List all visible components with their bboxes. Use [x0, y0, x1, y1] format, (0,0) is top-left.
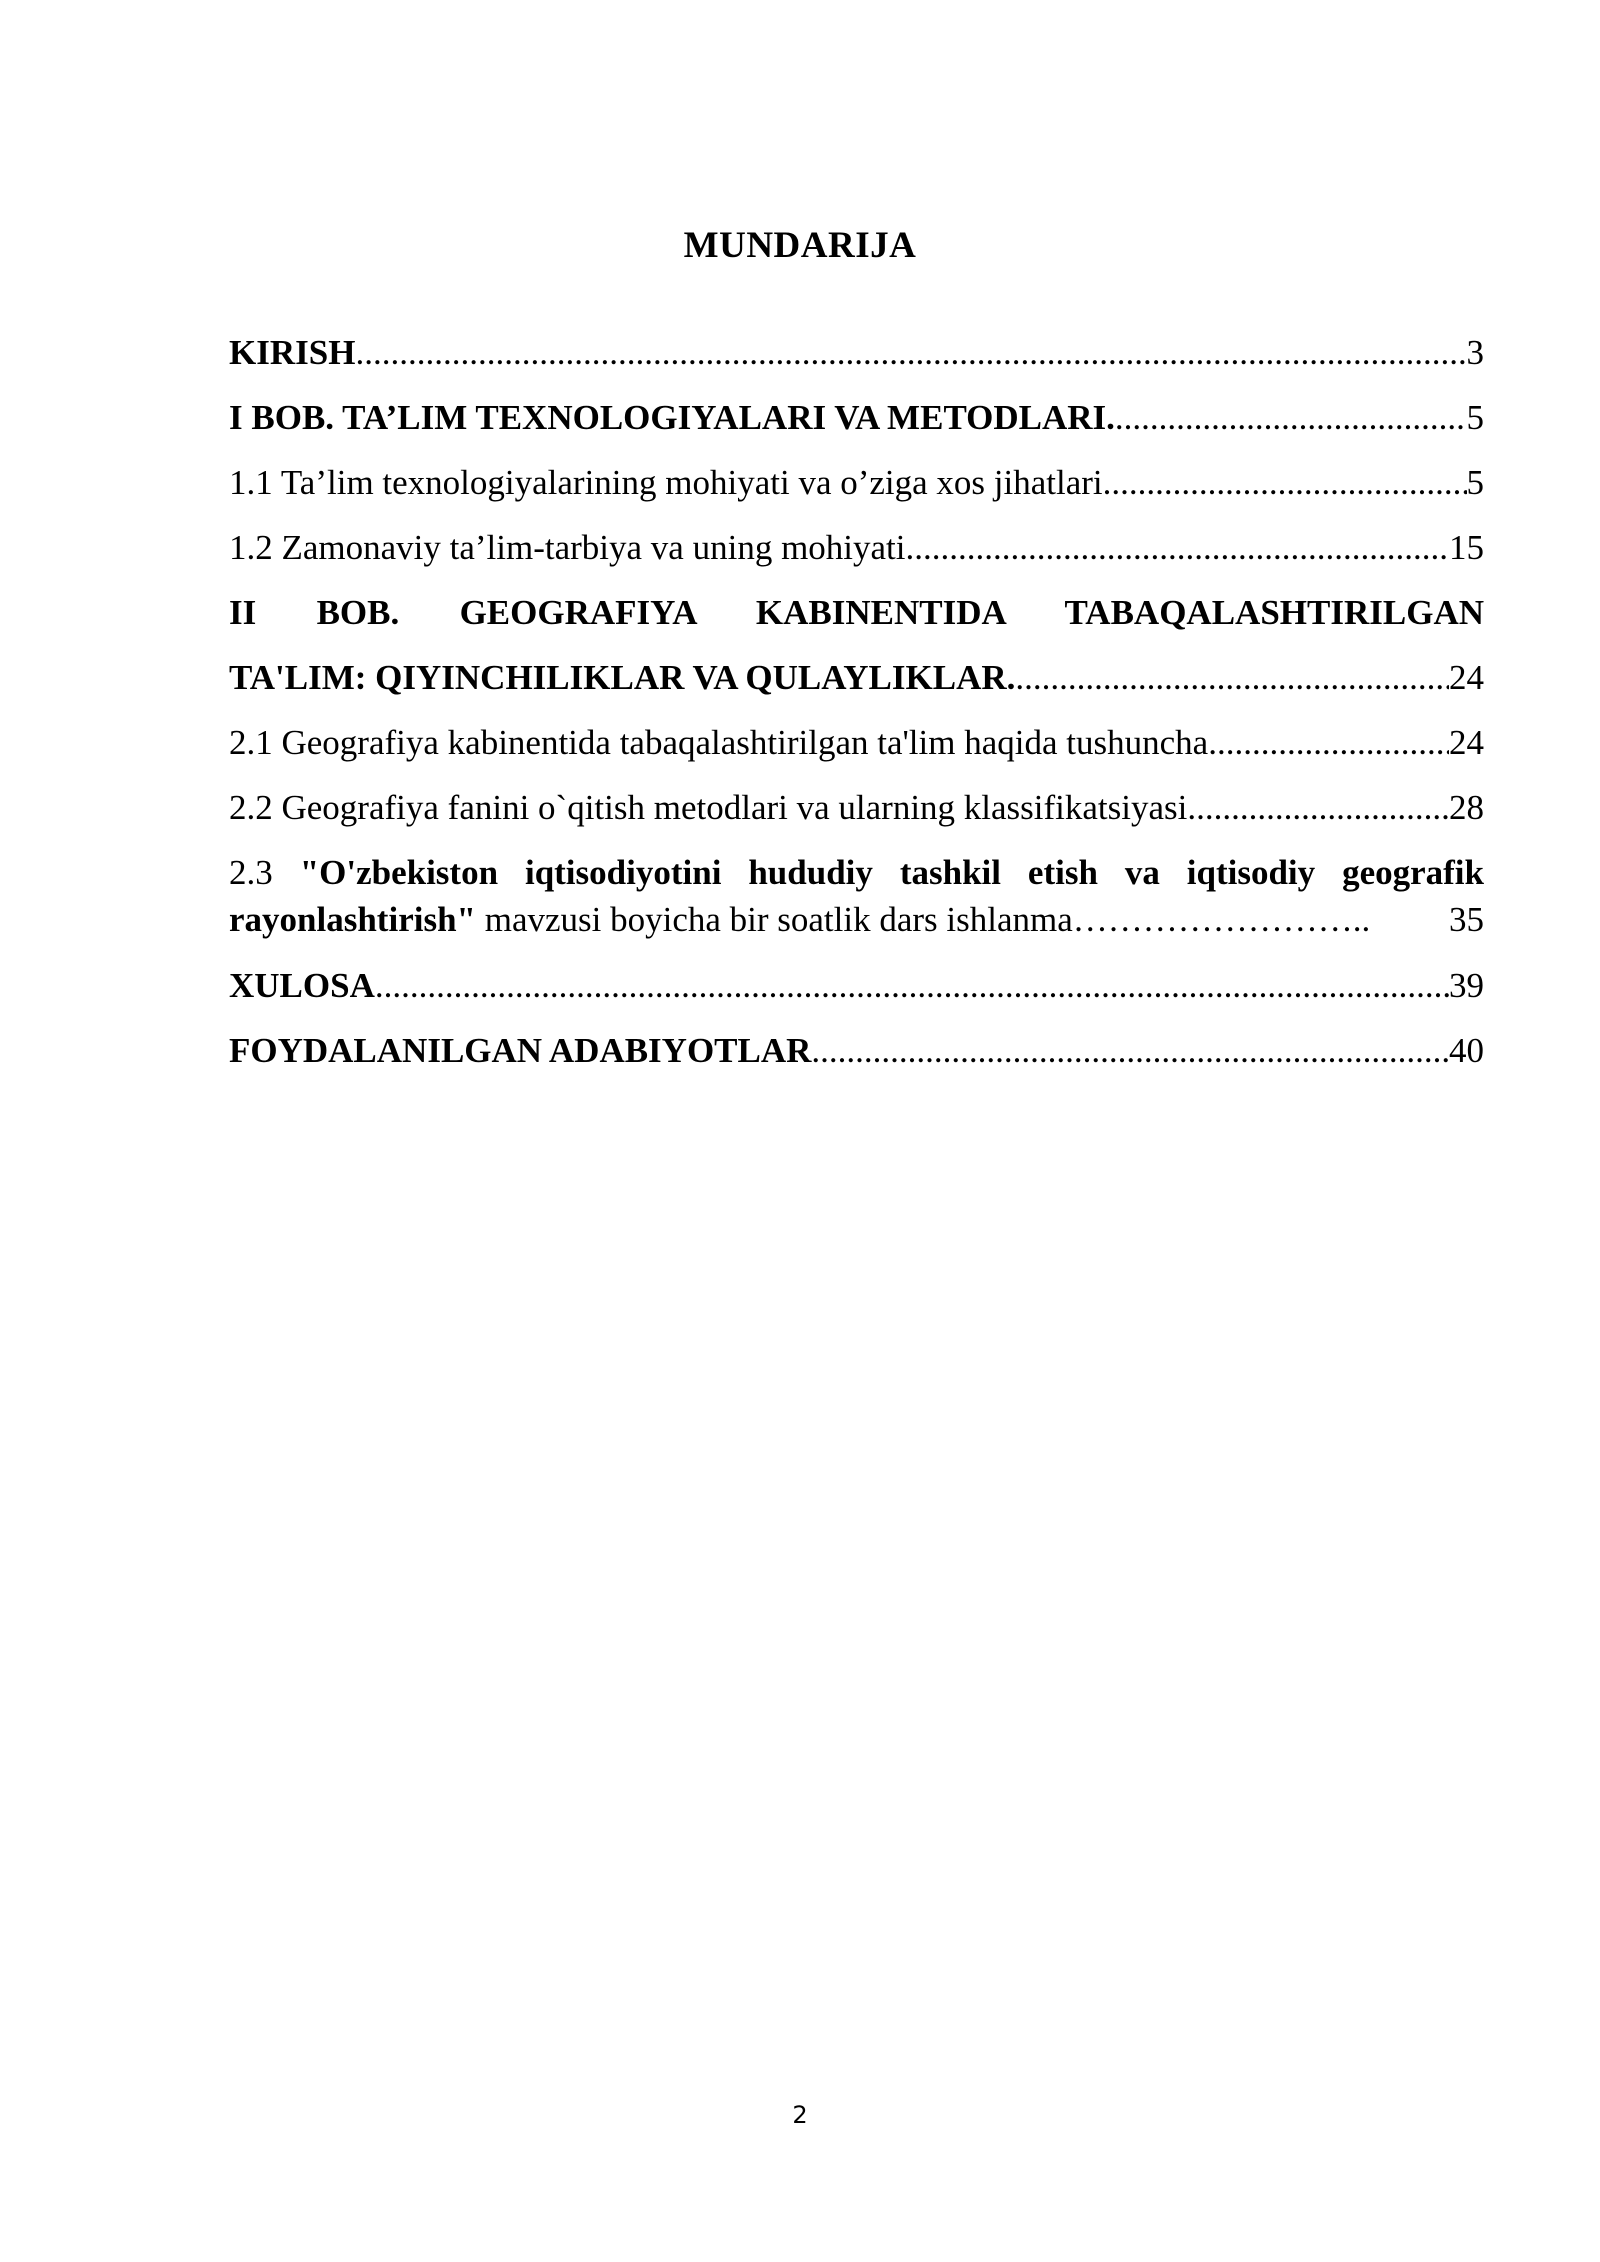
toc-page: 39 [1449, 966, 1484, 1005]
toc-leader [1208, 720, 1449, 766]
toc-label: 1.1 Ta’lim texnologiyalarining mohiyati va o’ziga xos jihatlari [229, 463, 1103, 502]
toc-page: 28 [1449, 788, 1484, 827]
toc-label: 1.2 Zamonaviy ta’lim-tarbiya va uning mohiyati [229, 528, 906, 567]
toc-label: "O'zbekiston iqtisodiyotini hududiy tashkil etish va iqtisodiy geografik [299, 853, 1484, 892]
toc-label: 2.2 Geografiya fanini o`qitish metodlari va ularning klassifikatsiyasi [229, 788, 1188, 827]
toc-label-rest: mavzusi boyicha bir soatlik dars ishlanma [475, 900, 1073, 939]
toc-leader [811, 1028, 1449, 1074]
toc-page: 40 [1449, 1031, 1484, 1070]
toc-entry-bob2-line2[interactable] [229, 655, 1484, 701]
toc-entry-2-3-line1[interactable] [229, 850, 1484, 896]
toc-leader [1103, 460, 1467, 506]
toc-entry-1-1[interactable] [229, 460, 1484, 506]
toc-label: XULOSA [229, 966, 375, 1005]
toc-entry-2-1[interactable] [229, 720, 1484, 766]
toc-entry-adabiyotlar[interactable] [229, 1028, 1484, 1074]
toc-leader [1015, 655, 1449, 701]
toc-entry-bob2-line1[interactable] [229, 590, 1484, 636]
toc-entry-2-2[interactable] [229, 785, 1484, 831]
toc-leader [1187, 785, 1449, 831]
page-number: 2 [792, 2101, 808, 2129]
toc-label: FOYDALANILGAN ADABIYOTLAR [229, 1031, 812, 1070]
toc-page: 24 [1449, 723, 1484, 762]
toc-entry-bob1[interactable] [229, 395, 1484, 441]
toc-page: 5 [1466, 398, 1484, 437]
toc-page: 3 [1466, 333, 1484, 372]
toc-label: KIRISH [229, 333, 356, 372]
toc-label: 2.1 Geografiya kabinentida tabaqalashtirilgan ta'lim haqida tushuncha [229, 723, 1209, 762]
toc-entry-xulosa[interactable] [229, 963, 1484, 1009]
toc-page: 15 [1449, 528, 1484, 567]
toc-entry-kirish[interactable] [229, 330, 1484, 376]
toc-entry-2-3-line2[interactable] [229, 897, 1484, 943]
toc-leader: …………………….. [1072, 900, 1371, 939]
toc-leader [375, 963, 1449, 1009]
toc-page: 5 [1466, 463, 1484, 502]
toc-leader [906, 525, 1449, 571]
toc-label: rayonlashtirish" [229, 900, 476, 939]
toc-leader [1115, 395, 1467, 441]
page-title: MUNDARIJA [683, 225, 917, 266]
toc-leader [355, 330, 1466, 376]
toc-number: 2.3 [229, 853, 273, 892]
toc-page: 35 [1449, 900, 1484, 939]
toc-label: I BOB. TA’LIM TEXNOLOGIYALARI VA METODLARI. [229, 398, 1115, 437]
toc-label: II BOB. GEOGRAFIYA KABINENTIDA TABAQALASHTIRILGAN [229, 593, 1484, 632]
toc-label: TA'LIM: QIYINCHILIKLAR VA QULAYLIKLAR. [229, 658, 1016, 697]
toc-entry-1-2[interactable] [229, 525, 1484, 571]
toc-page: 24 [1449, 658, 1484, 697]
